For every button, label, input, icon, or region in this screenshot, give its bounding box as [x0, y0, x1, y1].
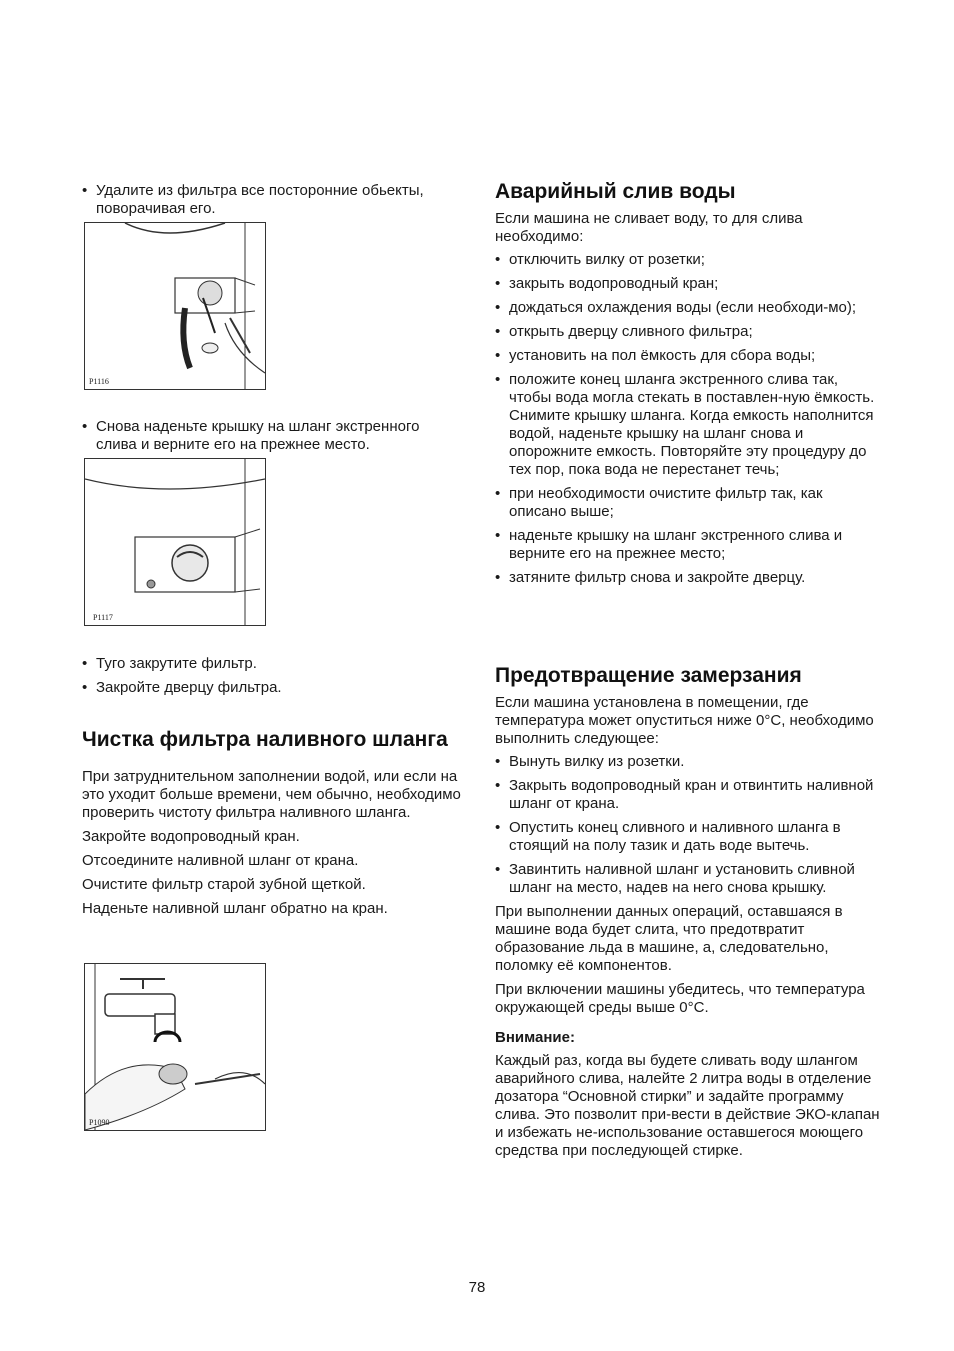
- list-item: • Снова наденьте крышку на шланг экстренного слива и верните его на прежнее место.: [82, 418, 462, 454]
- list-item: • Туго закрутите фильтр.: [82, 655, 462, 673]
- list-item: • отключить вилку от розетки;: [495, 251, 880, 269]
- list-item: • при необходимости очистите фильтр так, как описано выше;: [495, 485, 880, 521]
- paragraph: Если машина установлена в помещении, где температура может опуститься ниже 0°C, необходимо выполнить следующее:: [495, 694, 874, 747]
- list-item: • затяните фильтр снова и закройте дверцу.: [495, 569, 880, 587]
- left-bullets-a: [82, 182, 462, 224]
- paragraph: Очистите фильтр старой зубной щеткой.: [82, 876, 366, 893]
- figure-label: P1090: [89, 1118, 110, 1127]
- figure-label: P1116: [89, 377, 109, 386]
- page-number: 78: [468, 1279, 486, 1296]
- left-bullets-c: [82, 655, 462, 703]
- list-item: • Удалите из фильтра все посторонние обьекты, поворачивая его.: [82, 182, 462, 218]
- paragraph: Закройте водопроводный кран.: [82, 828, 300, 845]
- paragraph: При включении машины убедитесь, что температура окружающей среды выше 0°C.: [495, 981, 865, 1016]
- emergency-drain-section: [495, 180, 880, 593]
- paragraph: Если машина не сливает воду, то для слива необходимо:: [495, 210, 803, 245]
- list-item: • Вынуть вилку из розетки.: [495, 753, 880, 771]
- figure-p1090: [84, 963, 266, 1131]
- figure-label: P1117: [93, 613, 113, 622]
- paragraph: При затруднительном заполнении водой, или если на это уходит больше времени, чем обычно, необходимо проверить чистоту фильтра наливного шланга.: [82, 768, 461, 821]
- list-item: • открыть дверцу сливного фильтра;: [495, 323, 880, 341]
- section-title: Предотвращение замерзания: [495, 664, 802, 687]
- freeze-prevention-section: [495, 664, 880, 1160]
- list-item: • Опустить конец сливного и наливного шланга в стоящий на полу тазик и дать воде вытечь.: [495, 819, 880, 855]
- figure-p1116: [84, 222, 266, 390]
- paragraph: При выполнении данных операций, оставшаяся в машине вода будет слита, что предотвратит образование льда в машине, а, следовательно, поломку её компонентов.: [495, 903, 843, 974]
- list-item: • установить на пол ёмкость для сбора воды;: [495, 347, 880, 365]
- list-item: • закрыть водопроводный кран;: [495, 275, 880, 293]
- paragraph: Отсоедините наливной шланг от крана.: [82, 852, 359, 869]
- list-item: • наденьте крышку на шланг экстренного слива и верните его на прежнее место;: [495, 527, 880, 563]
- list-item: • дождаться охлаждения воды (если необходи-мо);: [495, 299, 880, 317]
- section-title: Чистка фильтра наливного шланга: [82, 728, 448, 751]
- section-title: Аварийный слив воды: [495, 180, 736, 203]
- filter-cleaning-section: [82, 728, 462, 924]
- list-item: • положите конец шланга экстренного слива так, чтобы вода могла стекать в поставлен-ную ёмкость. Снимите крышку шланга. Когда емкость наполнится водой, наденьте крышку на шланг снова и опорожните емкость. Повторяйте эту процедуру до тех пор, пока вода не перестанет течь;: [495, 371, 880, 479]
- figure-p1117: [84, 458, 266, 626]
- note-text: Каждый раз, когда вы будете сливать воду шлангом аварийного слива, налейте 2 литра воды в отделение дозатора “Основной стирки” и задайте программу слива. Это позволит при-вести в действие ЭКО-клапан и избежать не-использование оставшегося моющего средства при последующей стирке.: [495, 1052, 880, 1159]
- left-bullets-b: [82, 418, 462, 460]
- note-title: Внимание:: [495, 1029, 575, 1046]
- list-item: • Закрыть водопроводный кран и отвинтить наливной шланг от крана.: [495, 777, 880, 813]
- list-item: • Завинтить наливной шланг и установить сливной шланг на место, надев на него снова крышку.: [495, 861, 880, 897]
- paragraph: Наденьте наливной шланг обратно на кран.: [82, 900, 388, 917]
- list-item: • Закройте дверцу фильтра.: [82, 679, 462, 697]
